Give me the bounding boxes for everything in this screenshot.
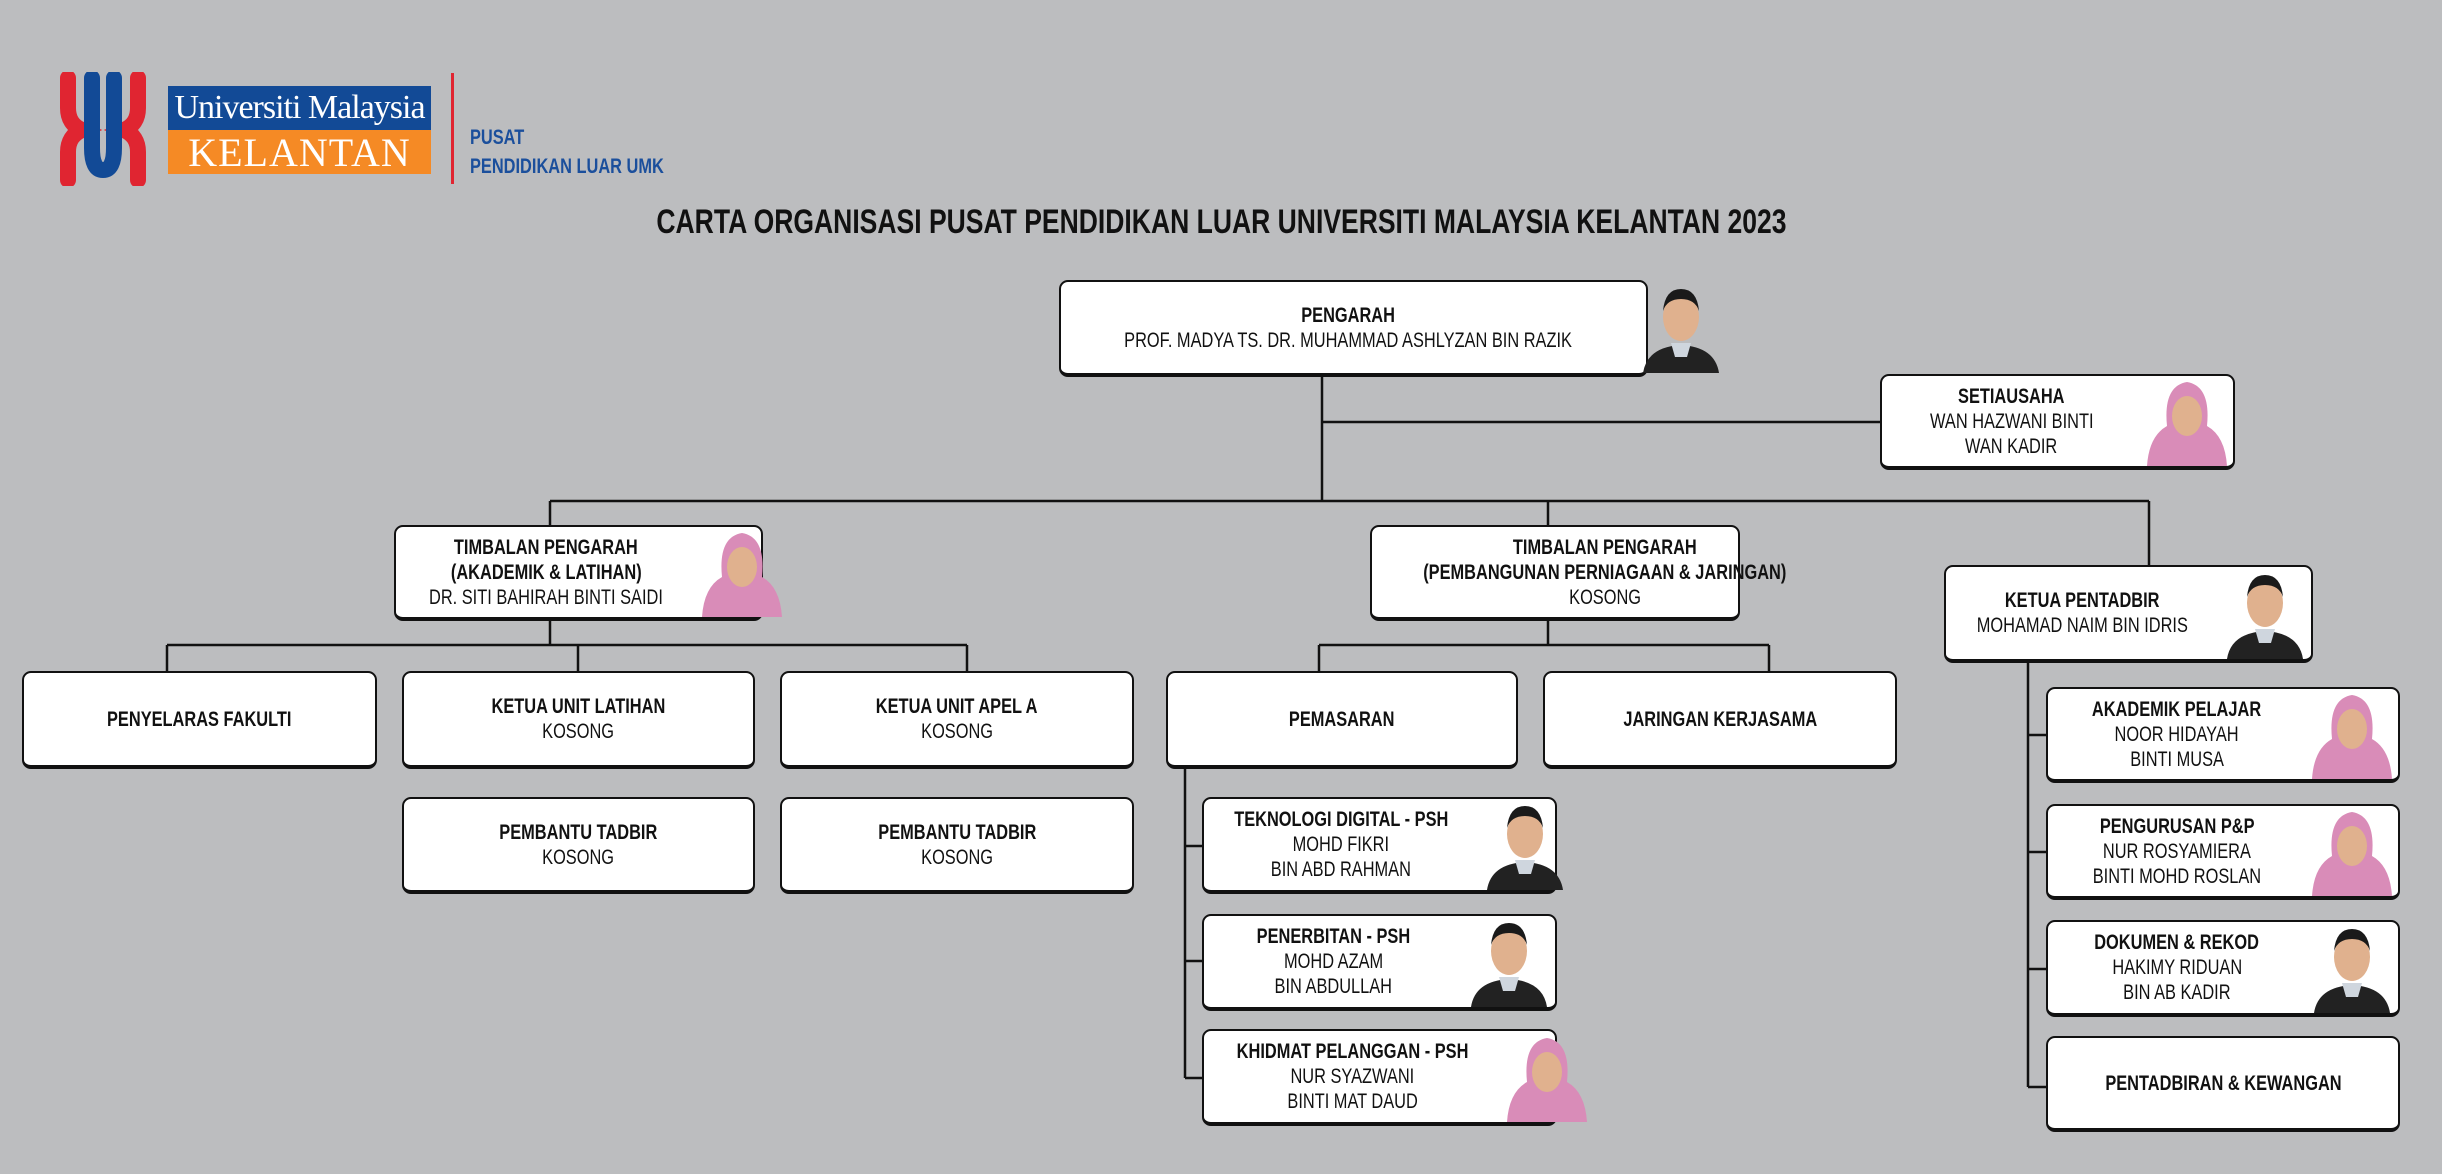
position-title: PENGARAH xyxy=(1301,303,1395,327)
org-box-pembantu-tadbir-1 xyxy=(402,797,755,894)
org-box-text xyxy=(1882,384,2141,459)
org-box-penyelaras-fakulti xyxy=(22,671,377,769)
org-box-pengarah xyxy=(1059,280,1648,377)
org-box-text xyxy=(396,535,696,610)
holder-name: NOOR HIDAYAH xyxy=(2114,722,2240,746)
org-box-ketua-pentadbir xyxy=(1944,565,2313,663)
holder-name: KOSONG xyxy=(542,845,615,869)
person-photo-icon xyxy=(696,527,788,617)
org-box-text xyxy=(1372,535,1838,610)
org-box-text xyxy=(1204,1039,1501,1114)
org-box-text xyxy=(404,820,753,870)
org-box-text xyxy=(2048,1071,2398,1096)
position-title: TEKNOLOGI DIGITAL - PSH xyxy=(1234,808,1449,831)
org-box-text xyxy=(782,694,1132,744)
holder-name: BINTI MOHD ROSLAN xyxy=(2092,864,2262,888)
org-box-tp-pembangunan xyxy=(1370,525,1787,621)
person-photo-icon xyxy=(2306,689,2398,779)
holder-name: BIN ABD RAHMAN xyxy=(1271,858,1412,881)
org-box-text xyxy=(24,707,375,732)
position-title: KHIDMAT PELANGGAN - PSH xyxy=(1236,1040,1469,1063)
holder-name: WAN KADIR xyxy=(1965,434,2058,458)
position-subtitle: (PEMBANGUNAN PERNIAGAAN & JARINGAN) xyxy=(1423,560,1787,584)
org-box-text xyxy=(1168,707,1516,732)
org-box-teknologi-digital xyxy=(1202,797,1557,894)
org-box-text xyxy=(1545,707,1895,732)
logo-line-1: Universiti Malaysia xyxy=(168,86,431,130)
position-title: KETUA UNIT LATIHAN xyxy=(491,695,666,718)
holder-name: DR. SITI BAHIRAH BINTI SAIDI xyxy=(428,585,663,609)
org-box-penerbitan xyxy=(1202,914,1557,1011)
holder-name: HAKIMY RIDUAN xyxy=(2112,956,2242,979)
org-box-text xyxy=(404,694,753,744)
holder-name: PROF. MADYA TS. DR. MUHAMMAD ASHLYZAN BIN RAZIK xyxy=(1124,328,1572,352)
holder-name: KOSONG xyxy=(921,720,993,743)
holder-name: BINTI MUSA xyxy=(2130,747,2224,771)
subtitle-line-1: PUSAT xyxy=(470,126,525,149)
org-box-text xyxy=(782,820,1132,870)
org-box-text xyxy=(1946,588,2219,638)
person-photo-icon xyxy=(2306,922,2398,1013)
position-title: PEMASARAN xyxy=(1289,707,1395,731)
holder-name: BIN AB KADIR xyxy=(2123,981,2231,1004)
org-box-text xyxy=(1204,807,1479,882)
org-box-text xyxy=(2048,930,2306,1005)
page-title: CARTA ORGANISASI PUSAT PENDIDIKAN LUAR UNIVERSITI MALAYSIA KELANTAN 2023 xyxy=(655,203,1787,241)
position-title: SETIAUSAHA xyxy=(1958,384,2065,408)
position-title: TIMBALAN PENGARAH xyxy=(454,535,638,559)
org-box-khidmat-pelanggan xyxy=(1202,1029,1557,1126)
holder-name: KOSONG xyxy=(542,720,615,743)
position-title: DOKUMEN & REKOD xyxy=(2094,931,2260,954)
person-photo-icon xyxy=(2219,567,2311,659)
position-title: PENGURUSAN P&P xyxy=(2099,814,2255,838)
org-box-ketua-unit-apel xyxy=(780,671,1134,769)
holder-name: MOHD AZAM xyxy=(1283,950,1384,973)
holder-name: KOSONG xyxy=(921,845,993,869)
org-box-setiausaha xyxy=(1880,374,2235,470)
person-photo-icon xyxy=(1635,282,1727,373)
holder-name: NUR ROSYAMIERA xyxy=(2102,839,2252,863)
holder-name: BIN ABDULLAH xyxy=(1274,975,1393,998)
org-box-pemasaran xyxy=(1166,671,1518,769)
org-box-text xyxy=(1061,303,1635,353)
subtitle-line-2: PENDIDIKAN LUAR UMK xyxy=(470,155,664,178)
logo-line-2: KELANTAN xyxy=(168,130,431,174)
position-title: PEMBANTU TADBIR xyxy=(499,820,658,844)
person-photo-icon xyxy=(2141,376,2233,466)
holder-name: WAN HAZWANI BINTI xyxy=(1929,409,2094,433)
position-title: KETUA PENTADBIR xyxy=(2005,589,2160,612)
person-photo-icon xyxy=(2306,806,2398,896)
holder-name: NUR SYAZWANI xyxy=(1290,1065,1415,1088)
holder-name: BINTI MAT DAUD xyxy=(1287,1090,1418,1113)
position-title: JARINGAN KERJASAMA xyxy=(1623,707,1817,731)
org-box-tp-akademik xyxy=(394,525,763,621)
person-photo-icon xyxy=(1501,1031,1593,1122)
org-box-akademik-pelajar xyxy=(2046,687,2400,783)
holder-name: MOHAMAD NAIM BIN IDRIS xyxy=(1976,614,2189,637)
org-box-text xyxy=(2048,814,2306,889)
org-box-dokumen-rekod xyxy=(2046,920,2400,1017)
holder-name: MOHD FIKRI xyxy=(1293,833,1390,856)
org-box-ketua-unit-latihan xyxy=(402,671,755,769)
org-box-text xyxy=(1204,924,1463,999)
position-subtitle: (AKADEMIK & LATIHAN) xyxy=(450,560,642,584)
person-photo-icon xyxy=(1479,799,1571,890)
position-title: PENTADBIRAN & KEWANGAN xyxy=(2104,1071,2342,1095)
position-title: TIMBALAN PENGARAH xyxy=(1512,535,1697,559)
person-photo-icon xyxy=(1463,916,1555,1007)
position-title: AKADEMIK PELAJAR xyxy=(2092,697,2262,721)
org-box-pentadbiran-kewangan xyxy=(2046,1036,2400,1132)
org-box-pengurusan-pnp xyxy=(2046,804,2400,900)
position-title: PENYELARAS FAKULTI xyxy=(107,707,292,731)
position-title: KETUA UNIT APEL A xyxy=(876,695,1038,718)
org-box-jaringan-kerjasama xyxy=(1543,671,1897,769)
position-title: PENERBITAN - PSH xyxy=(1256,925,1411,948)
org-box-pembantu-tadbir-2 xyxy=(780,797,1134,894)
org-box-text xyxy=(2048,697,2306,772)
position-title: PEMBANTU TADBIR xyxy=(877,820,1037,844)
holder-name: KOSONG xyxy=(1568,585,1641,609)
